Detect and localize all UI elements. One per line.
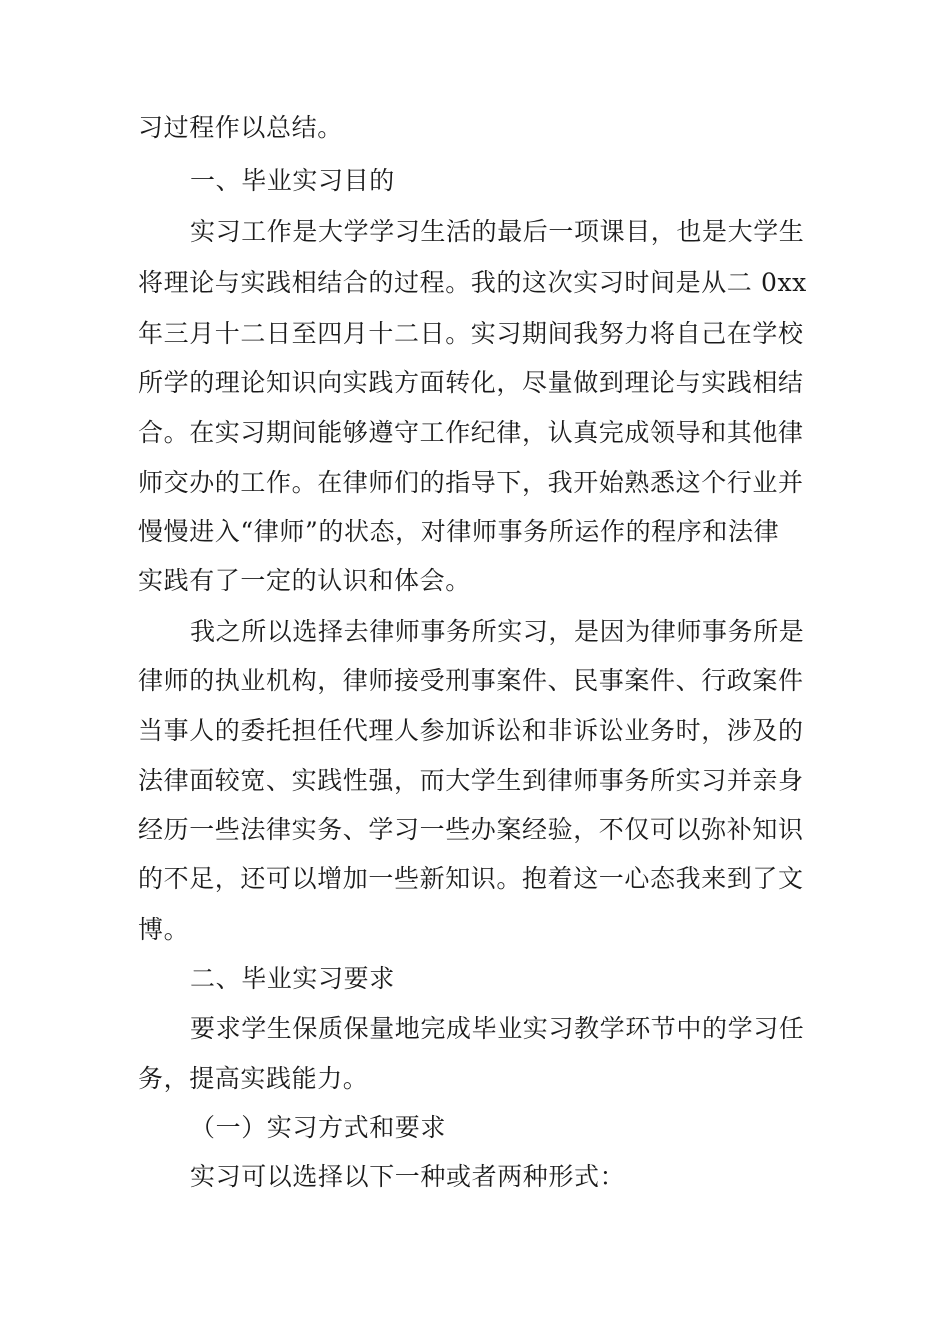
section-heading-1: 一、毕业实习目的 <box>190 166 395 195</box>
paragraph-line: 当事人的委托担任代理人参加诉讼和非诉讼业务时，涉及的 <box>138 716 804 745</box>
paragraph-line: 律师的执业机构，律师接受刑事案件、民事案件、行政案件 <box>138 666 804 695</box>
paragraph-line: 实习工作是大学学习生活的最后一项课目，也是大学生 <box>190 217 805 246</box>
subsection-heading: （一）实习方式和要求 <box>190 1113 447 1142</box>
paragraph-line: 所学的理论知识向实践方面转化，尽量做到理论与实践相结 <box>138 368 804 397</box>
paragraph-line: 要求学生保质保量地完成毕业实习教学环节中的学习任 <box>190 1014 805 1043</box>
paragraph-line: 博。 <box>138 915 190 944</box>
paragraph-line: 法律面较宽、实践性强，而大学生到律师事务所实习并亲身 <box>138 766 804 795</box>
paragraph-line: 合。在实习期间能够遵守工作纪律，认真完成领导和其他律 <box>138 418 804 447</box>
paragraph-line: 将理论与实践相结合的过程。我的这次实习时间是从二 0xx <box>138 268 807 297</box>
paragraph-line: 年三月十二日至四月十二日。实习期间我努力将自己在学校 <box>138 319 804 348</box>
paragraph-line: 实践有了一定的认识和体会。 <box>138 566 471 595</box>
paragraph-line: 经历一些法律实务、学习一些办案经验，不仅可以弥补知识 <box>138 815 804 844</box>
paragraph-line: 的不足，还可以增加一些新知识。抱着这一心态我来到了文 <box>138 864 804 893</box>
paragraph-line: 师交办的工作。在律师们的指导下，我开始熟悉这个行业并 <box>138 468 804 497</box>
paragraph-line: 慢慢进入“律师”的状态，对律师事务所运作的程序和法律 <box>138 517 780 546</box>
paragraph-line: 实习可以选择以下一种或者两种形式： <box>190 1162 626 1191</box>
section-heading-2: 二、毕业实习要求 <box>190 964 395 993</box>
paragraph-line: 务，提高实践能力。 <box>138 1064 369 1093</box>
paragraph-line: 习过程作以总结。 <box>138 113 343 142</box>
paragraph-line: 我之所以选择去律师事务所实习，是因为律师事务所是 <box>190 617 805 646</box>
